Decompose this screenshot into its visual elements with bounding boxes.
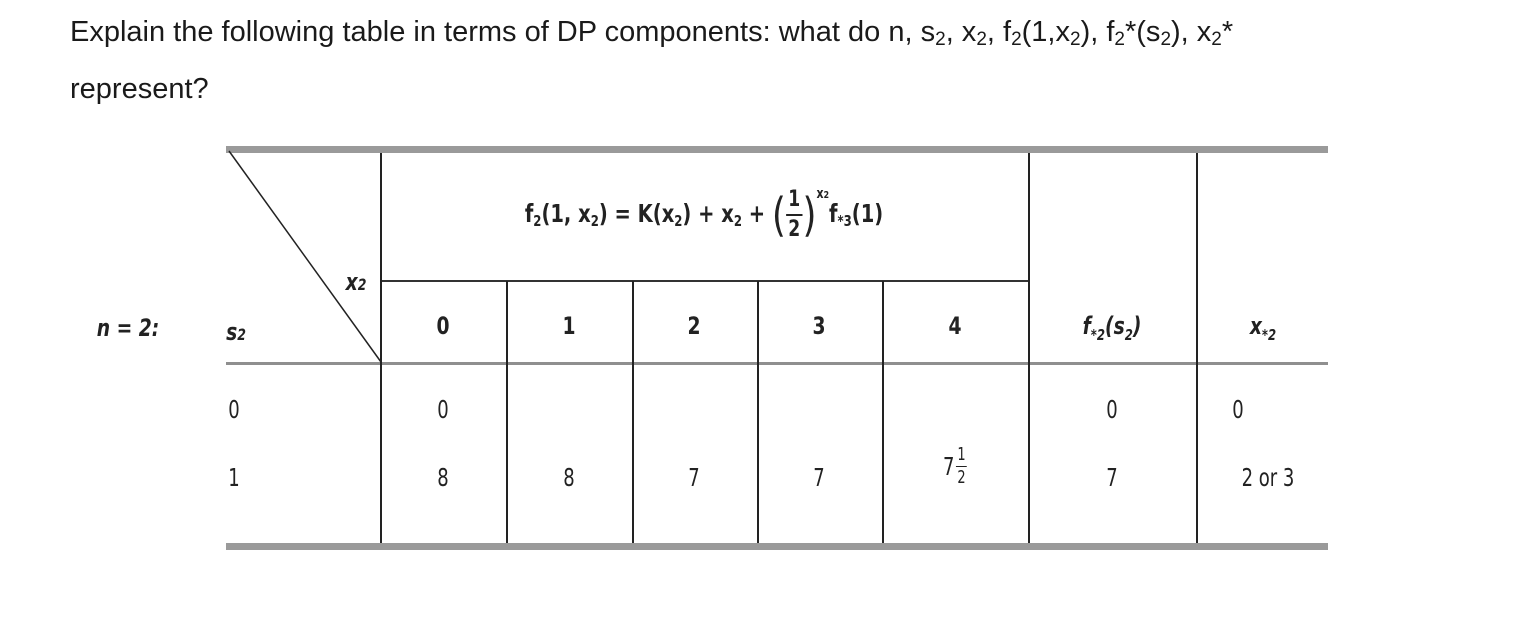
optimal-value-cell: 0	[1106, 395, 1118, 424]
row-s2-value: 0	[228, 395, 240, 424]
decision-col-1: 1	[562, 312, 576, 340]
optimal-decision-cell: 2 or 3	[1241, 463, 1295, 492]
table-cell: 8	[437, 463, 449, 492]
decision-col-0: 0	[436, 312, 450, 340]
table-cell: 0	[437, 395, 449, 424]
decision-variable-label: x2	[345, 268, 367, 296]
decision-col-4: 4	[948, 312, 962, 340]
state-variable-label: s2	[226, 318, 246, 346]
decision-col-3: 3	[812, 312, 826, 340]
row-s2-value: 1	[228, 463, 240, 492]
decision-col-2: 2	[687, 312, 701, 340]
optimal-value-header: $f_{*2}(s_2)$	[1082, 312, 1142, 344]
table-cell: 8	[563, 463, 575, 492]
optimal-decision-header: $x_{*2}$	[1249, 312, 1277, 344]
table-cell: 7	[813, 463, 825, 492]
optimal-value-cell: 7	[1106, 463, 1118, 492]
mixed-number-cell: 7 $\frac{1}{2}$	[942, 444, 966, 488]
table-cell: 7	[688, 463, 700, 492]
recursion-formula: $f_2(1$, $x_2) = K(x_2) + x_2$ + ( $\frac{1}{2}$ )$^{x2}f_{*3}(1)$	[524, 186, 884, 242]
question-line-2: represent?	[70, 73, 209, 105]
stage-label: n = 2:	[96, 314, 160, 342]
optimal-decision-cell: 0	[1232, 395, 1244, 424]
question-line-1: Explain the following table in terms of DP components: what do n, $s_2$, $x_2$, $f_2(1,x_2)$, $f_2*(s_2)$, $x_2*$	[70, 16, 1234, 50]
